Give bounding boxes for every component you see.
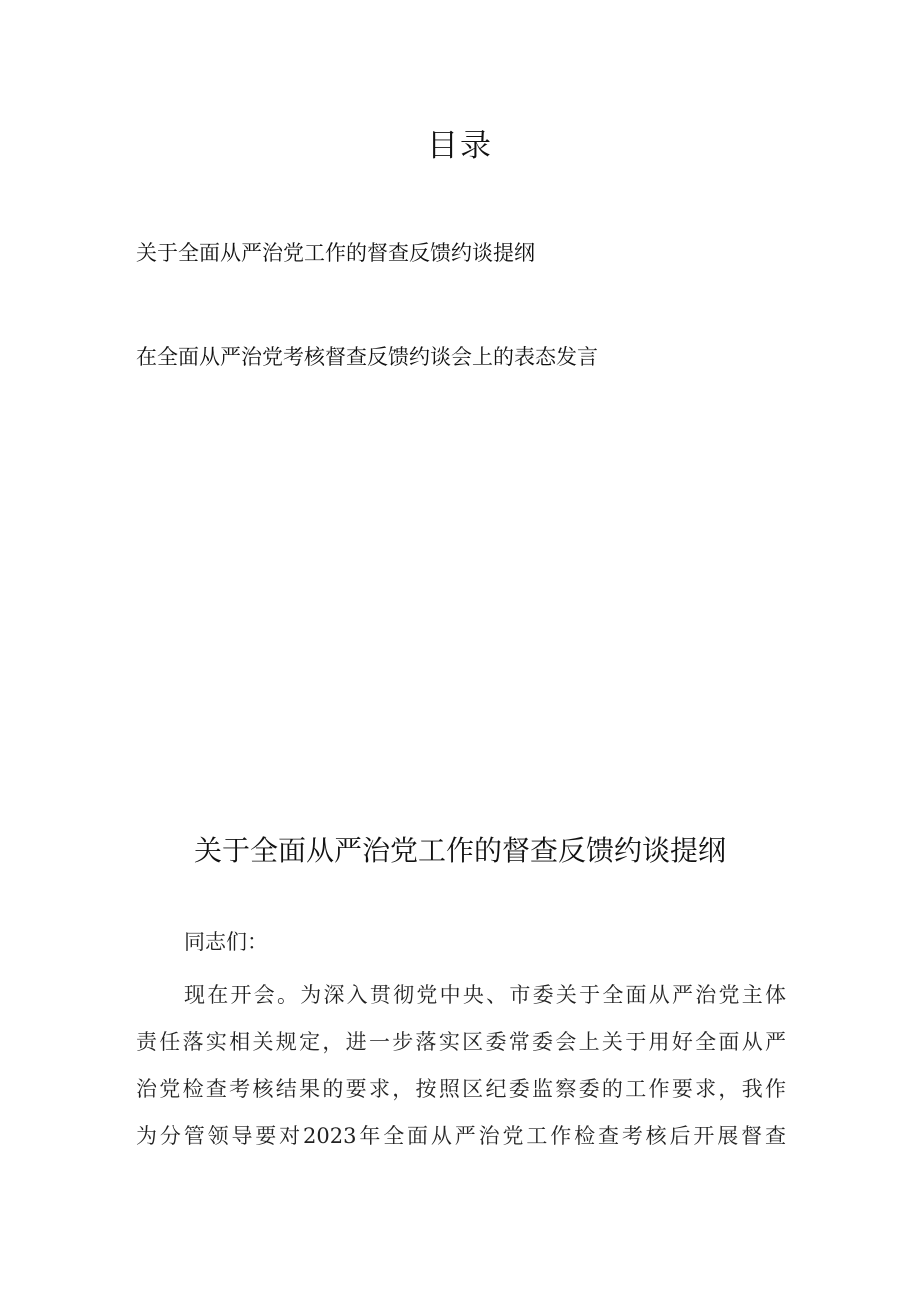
body-paragraph [136, 972, 786, 1160]
paragraph-line: 治党检查考核结果的要求，按照区纪委监察委的工作要求，我作 [136, 1077, 786, 1101]
toc-item-1[interactable]: 关于全面从严治党工作的督查反馈约谈提纲 [136, 241, 535, 265]
paragraph-line: 为分管领导要对2023年全面从严治党工作检查考核后开展督查 [136, 1124, 786, 1148]
document-title: 关于全面从严治党工作的督查反馈约谈提纲 [193, 834, 726, 867]
paragraph-line: 责任落实相关规定，进一步落实区委常委会上关于用好全面从严 [136, 1030, 786, 1054]
toc-item-2[interactable]: 在全面从严治党考核督查反馈约谈会上的表态发言 [136, 345, 598, 369]
salutation: 同志们： [184, 930, 268, 954]
toc-title: 目录 [427, 128, 493, 164]
paragraph-line: 现在开会。为深入贯彻党中央、市委关于全面从严治党主体 [184, 983, 786, 1007]
